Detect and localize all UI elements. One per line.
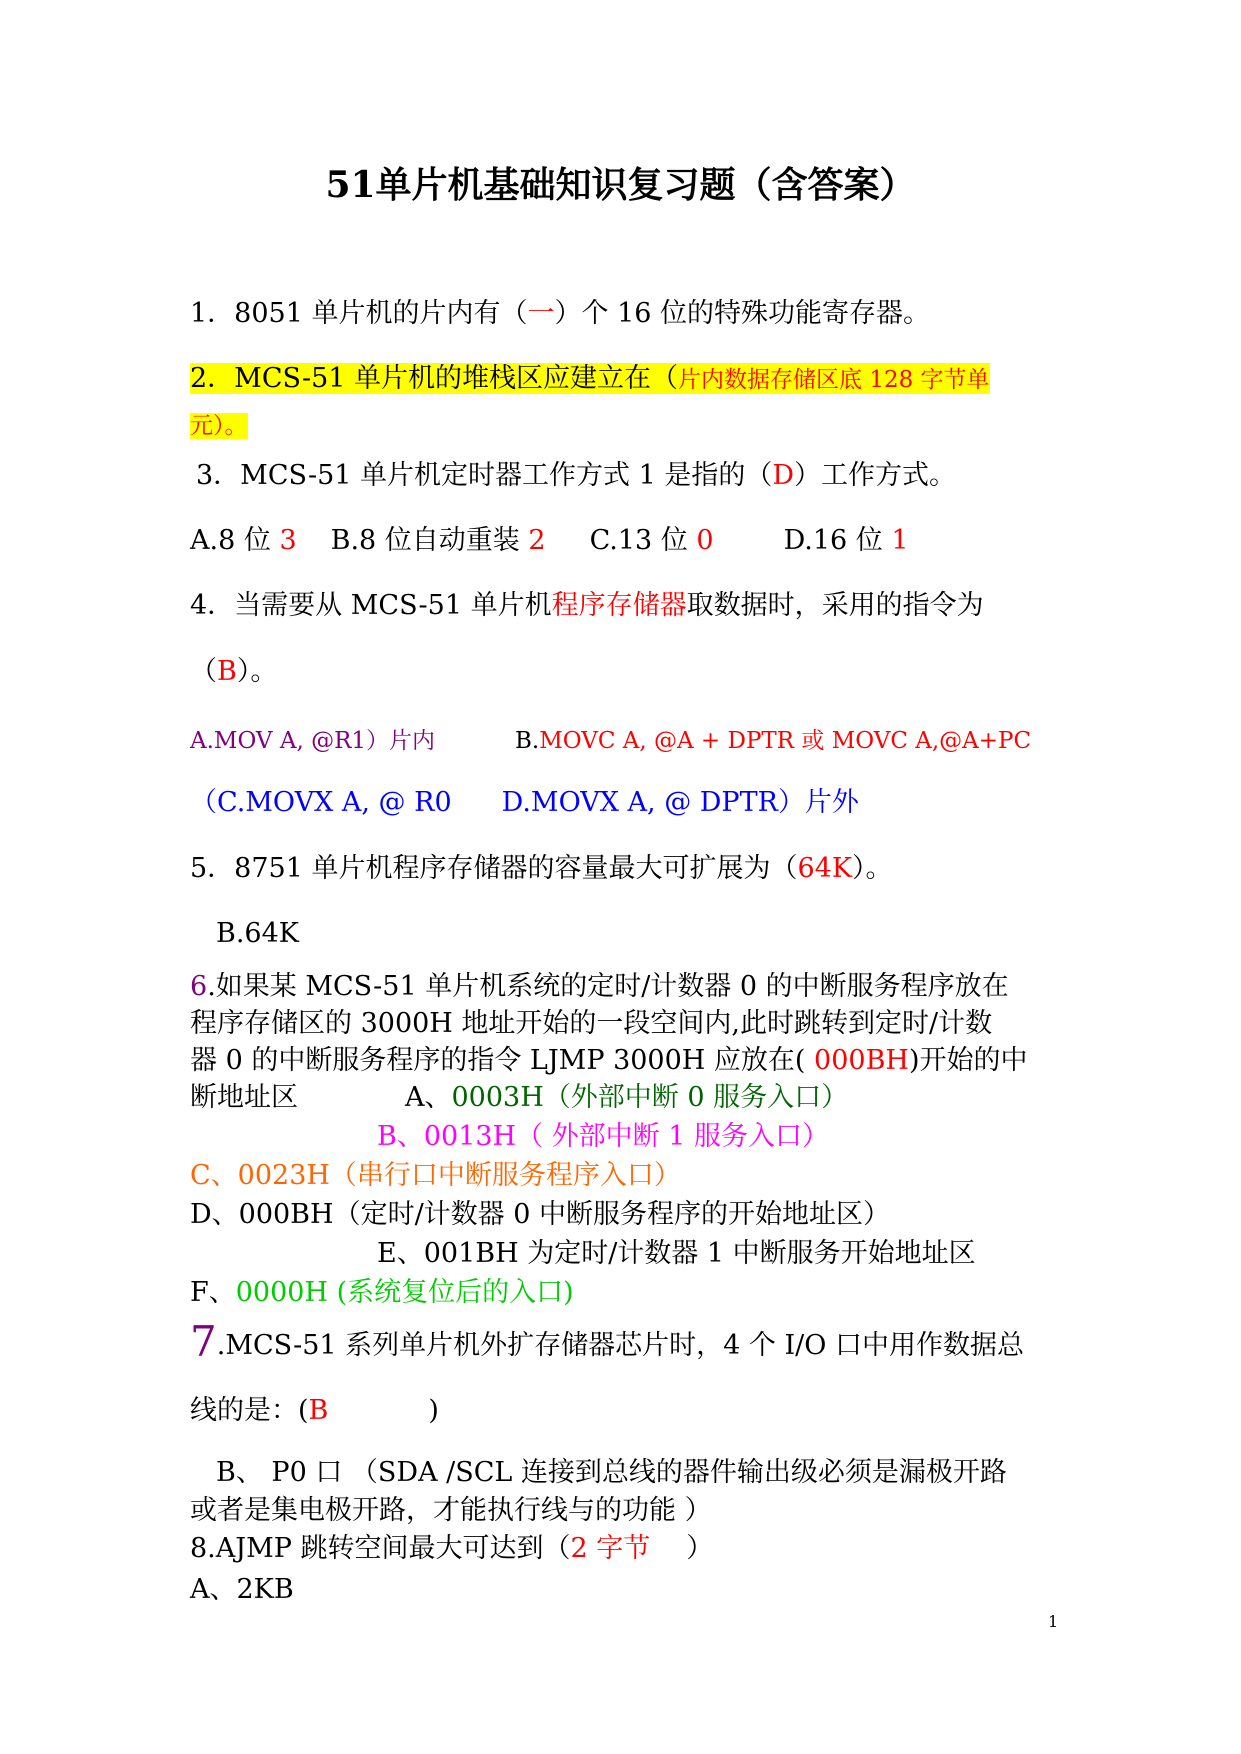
question-7-line-2: 线的是：(B ) [190, 1395, 439, 1426]
question-2: 2．MCS-51 单片机的堆栈区应建立在（片内数据存储区底 128 字节单 [190, 363, 990, 394]
question-6-line-1: 6.如果某 MCS-51 单片机系统的定时/计数器 0 的中断服务程序放在 [190, 971, 1009, 1002]
question-5: 5．8751 单片机程序存储器的容量最大可扩展为（64K）。 [190, 853, 893, 884]
question-4: 4．当需要从 MCS-51 单片机程序存储器取数据时，采用的指令为 [190, 590, 984, 621]
question-4-answer: （B）。 [190, 656, 278, 687]
question-8: 8.AJMP 跳转空间最大可达到（2 字节 ） [190, 1533, 714, 1564]
question-6-option-f: F、0000H (系统复位后的入口) [190, 1277, 574, 1308]
question-5-option: B.64K [216, 918, 299, 949]
question-8-option-a: A、2KB [190, 1574, 294, 1605]
question-3: 3．MCS-51 单片机定时器工作方式 1 是指的（D）工作方式。 [196, 460, 957, 491]
question-3-options: A.8 位 3 B.8 位自动重装 2 C.13 位 0 D.16 位 1 [190, 525, 909, 556]
question-6-option-c: C、0023H（串行口中断服务程序入口） [190, 1160, 681, 1191]
question-6-option-e: E、001BH 为定时/计数器 1 中断服务开始地址区 [377, 1238, 976, 1269]
question-6-line-3: 器 0 的中断服务程序的指令 LJMP 3000H 应放在( 000BH)开始的中 [190, 1045, 1028, 1076]
question-4-options-ab: A.MOV A, @R1）片内 B.MOVC A, @A + DPTR 或 MOVC A,@A+PC [190, 728, 1032, 754]
question-6-option-a: A、0003H（外部中断 0 服务入口） [405, 1082, 849, 1113]
answer-8: 2 字节 [570, 1533, 651, 1564]
answer-3: D [772, 460, 795, 491]
answer-5: 64K [797, 853, 853, 884]
answer-7: B [308, 1395, 329, 1426]
question-6-option-b: B、0013H（ 外部中断 1 服务入口） [377, 1121, 830, 1152]
question-2-cont [190, 408, 248, 443]
answer-2: 片内数据存储区底 128 字节单 [678, 367, 990, 393]
question-6-option-d: D、000BH（定时/计数器 0 中断服务程序的开始地址区） [190, 1199, 891, 1230]
answer-6: 000BH [805, 1045, 909, 1076]
question-7-option-b-cont: 或者是集电极开路，才能执行线与的功能 ） [190, 1495, 712, 1526]
question-6-line-2: 程序存储区的 3000H 地址开始的一段空间内,此时跳转到定时/计数 [190, 1008, 993, 1039]
answer-2-cont: 元）。 [190, 413, 248, 439]
answer-4: B [217, 656, 237, 687]
question-6-line-4: 断地址区 [190, 1082, 298, 1113]
question-7-option-b: B、 P0 口 （SDA /SCL 连接到总线的器件输出级必须是漏极开路 [216, 1457, 1007, 1488]
question-7-line-1: 7.MCS-51 系列单片机外扩存储器芯片时，4 个 I/O 口中用作数据总 [190, 1317, 1024, 1366]
page-number: 1 [1048, 1612, 1059, 1631]
answer-1: 一 [527, 298, 555, 329]
question-1: 1．8051 单片机的片内有（一）个 16 位的特殊功能寄存器。 [190, 298, 931, 329]
question-4-options-cd: （C.MOVX A, @ R0 D.MOVX A, @ DPTR）片外 [190, 787, 859, 818]
page-title: 51单片机基础知识复习题（含答案） [325, 164, 916, 206]
